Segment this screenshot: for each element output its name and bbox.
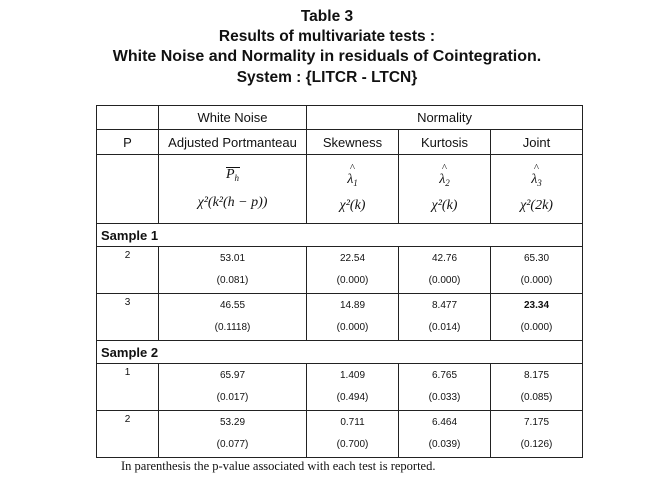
joint-stat-cell: ^ $\lambda_3$ χ²(2k): [491, 155, 583, 224]
joint-cell: 7.175 (0.126): [491, 411, 583, 458]
kurtosis-symbol: $\lambda_2$: [439, 172, 450, 188]
p-cell: 2: [97, 247, 159, 294]
normality-header: Normality: [307, 106, 583, 130]
table-subtitle: White Noise and Normality in residuals of Cointegration.: [112, 48, 542, 65]
kurtosis-distribution: χ²(k): [431, 198, 458, 213]
group-header-row: [97, 106, 583, 130]
skewness-distribution: χ²(k): [339, 198, 366, 213]
joint-cell: 23.34 (0.000): [491, 294, 583, 341]
kurtosis-cell: 8.477 (0.014): [399, 294, 491, 341]
skewness-cell: 0.711 (0.700): [307, 411, 399, 458]
col-p-header: P: [97, 130, 159, 155]
joint-cell: 65.30 (0.000): [491, 247, 583, 294]
portmanteau-symbol: $P_h$: [225, 167, 240, 183]
blank-cell: [97, 155, 159, 224]
joint-cell: 8.175 (0.085): [491, 364, 583, 411]
skewness-cell: 22.54 (0.000): [307, 247, 399, 294]
skewness-symbol: $\lambda_1$: [347, 172, 358, 188]
portmanteau-cell: 46.55 (0.1118): [159, 294, 307, 341]
white-noise-header: White Noise: [159, 106, 307, 130]
p-cell: 2: [97, 411, 159, 458]
kurtosis-cell: 6.464 (0.039): [399, 411, 491, 458]
column-header-row: [97, 130, 583, 155]
portmanteau-distribution: χ²(k²(h − p)): [197, 195, 268, 210]
portmanteau-cell: 53.01 (0.081): [159, 247, 307, 294]
portmanteau-stat-cell: [159, 155, 307, 224]
sample-2-label: Sample 2: [97, 341, 583, 364]
col-skewness-header: Skewness: [307, 130, 399, 155]
skewness-stat-cell: ^ $\lambda_1$ χ²(k): [307, 155, 399, 224]
col-kurtosis-header: Kurtosis: [399, 130, 491, 155]
kurtosis-stat-cell: ^ $\lambda_2$ χ²(k): [399, 155, 491, 224]
kurtosis-cell: 42.76 (0.000): [399, 247, 491, 294]
table-title: Results of multivariate tests :: [218, 28, 436, 45]
col-joint-header: Joint: [491, 130, 583, 155]
p-cell: 1: [97, 364, 159, 411]
joint-distribution: χ²(2k): [520, 198, 553, 213]
table-row: [97, 411, 583, 458]
portmanteau-cell: 53.29 (0.077): [159, 411, 307, 458]
table-number: Table 3: [300, 8, 354, 25]
p-cell: 3: [97, 294, 159, 341]
col-portmanteau-header: Adjusted Portmanteau: [159, 130, 307, 155]
table-row: [97, 294, 583, 341]
portmanteau-cell: 65.97 (0.017): [159, 364, 307, 411]
sample-row: [97, 224, 583, 247]
footnote: In parenthesis the p-value associated with each test is reported.: [121, 459, 436, 473]
system-label: System : {LITCR - LTCN}: [236, 69, 418, 86]
results-table: [96, 105, 583, 458]
sample-1-label: Sample 1: [97, 224, 583, 247]
skewness-cell: 1.409 (0.494): [307, 364, 399, 411]
kurtosis-cell: 6.765 (0.033): [399, 364, 491, 411]
sample-row: [97, 341, 583, 364]
blank-cell: [97, 106, 159, 130]
table-row: [97, 247, 583, 294]
table-row: [97, 364, 583, 411]
joint-symbol: $\lambda_3$: [531, 172, 542, 188]
skewness-cell: 14.89 (0.000): [307, 294, 399, 341]
statistic-row: [97, 155, 583, 224]
